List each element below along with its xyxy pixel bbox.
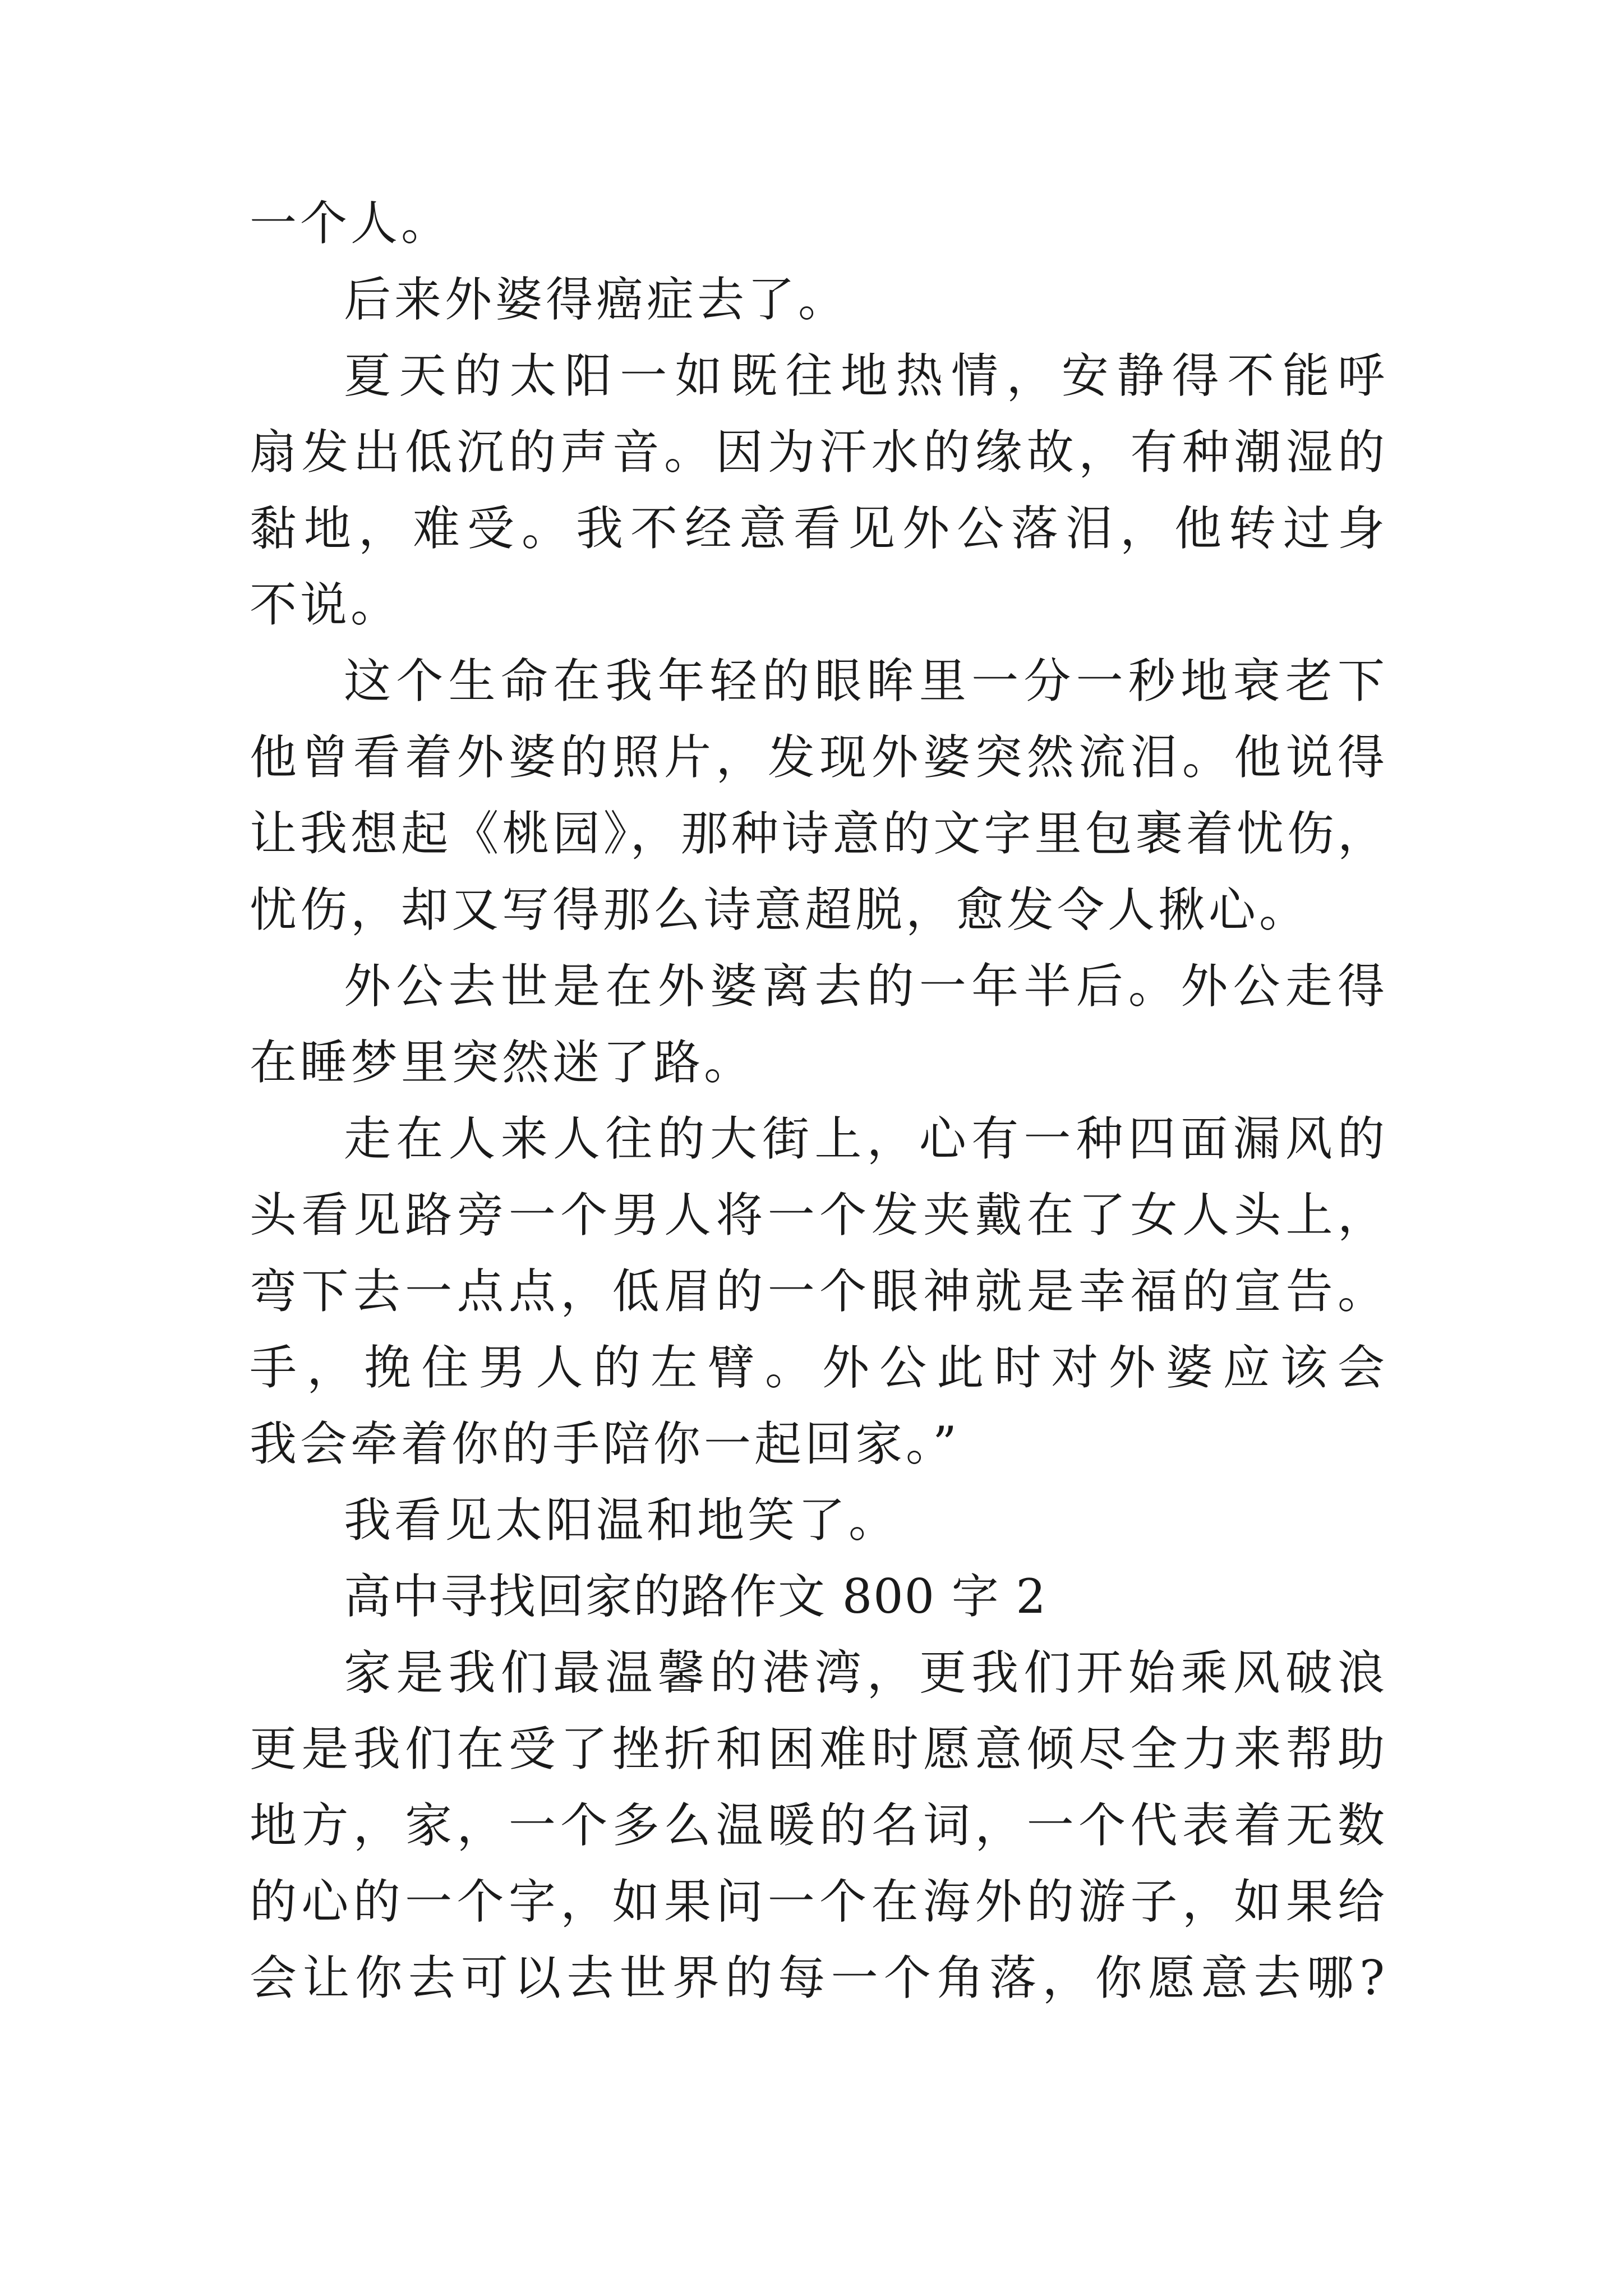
text-line: 走在人来人往的大街上，心有一种四面漏风的: [344, 1111, 1388, 1166]
text-line: 地方，家，一个多么温暖的名词，一个代表着无数: [250, 1798, 1388, 1853]
text-line: 后来外婆得癌症去了。: [344, 272, 849, 327]
text-line: 会让你去可以去世界的每一个角落，你愿意去哪?: [250, 1950, 1388, 2005]
text-line: 更是我们在受了挫折和困难时愿意倾尽全力来帮助: [250, 1722, 1388, 1777]
text-line: 头看见路旁一个男人将一个发夹戴在了女人头上，: [250, 1188, 1388, 1243]
text-line: 我会牵着你的手陪你一起回家。”: [250, 1416, 960, 1471]
text-line: 扇发出低沉的声音。因为汗水的缘故，有种潮湿的: [250, 425, 1388, 480]
document-body: [250, 185, 1388, 2016]
text-line: 外公去世是在外婆离去的一年半后。外公走得: [344, 959, 1388, 1014]
text-line: 忧伤，却又写得那么诗意超脱，愈发令人揪心。: [250, 882, 1310, 937]
text-line: 弯下去一点点，低眉的一个眼神就是幸福的宣告。: [250, 1264, 1388, 1319]
section-heading: 高中寻找回家的路作文 800 字 2: [344, 1569, 1047, 1624]
text-line: 夏天的太阳一如既往地热情，安静得不能呼: [344, 348, 1388, 403]
text-line: 让我想起《桃园》，那种诗意的文字里包裹着忧伤，: [250, 806, 1388, 861]
text-line: 的心的一个字，如果问一个在海外的游子，如果给: [250, 1874, 1388, 1929]
text-line: 一个人。: [250, 196, 452, 251]
text-line: 在睡梦里突然迷了路。: [250, 1035, 755, 1090]
text-line: 我看见太阳温和地笑了。: [344, 1493, 900, 1548]
text-line: 这个生命在我年轻的眼眸里一分一秒地衰老下: [344, 654, 1388, 708]
text-line: 手，挽住男人的左臂。外公此时对外婆应该会: [250, 1340, 1388, 1395]
text-line: 不说。: [250, 577, 402, 632]
text-line: 家是我们最温馨的港湾，更我们开始乘风破浪: [344, 1645, 1388, 1700]
text-line: 黏地，难受。我不经意看见外公落泪，他转过身: [250, 501, 1388, 556]
text-line: 他曾看着外婆的照片，发现外婆突然流泪。他说得: [250, 730, 1388, 785]
